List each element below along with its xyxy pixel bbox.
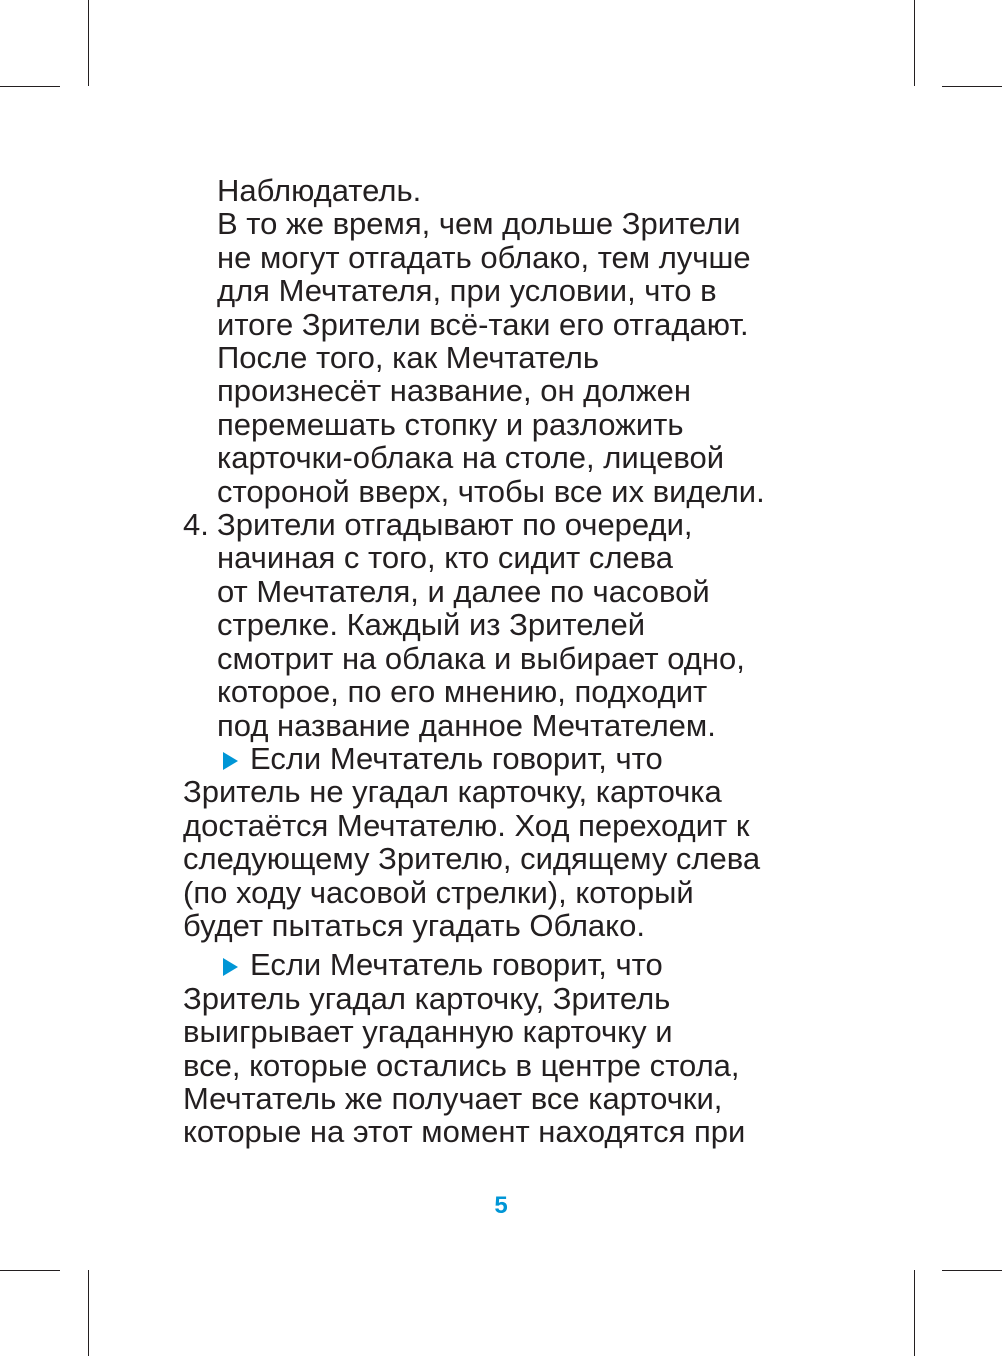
text-line: от Мечтателя, и далее по часовой bbox=[217, 573, 710, 609]
bullet-1-first-line bbox=[183, 742, 983, 775]
text-line: начиная с того, кто сидит слева bbox=[217, 540, 674, 576]
step-number: 4. bbox=[183, 507, 209, 543]
crop-mark-bottom-right-h bbox=[942, 1270, 1002, 1271]
text-line: выигрывает угаданную карточку и bbox=[183, 1014, 673, 1050]
rules-text bbox=[183, 174, 983, 1149]
text-line: стороной вверх, чтобы все их видели. bbox=[217, 473, 765, 509]
text-line: для Мечтателя, при условии, что в bbox=[217, 273, 717, 309]
text-line: Если Мечтатель говорит, что bbox=[250, 740, 663, 776]
text-line: не могут отгадать облако, тем лучше bbox=[217, 239, 751, 275]
text-line: (по ходу часовой стрелки), который bbox=[183, 874, 694, 910]
text-line: После того, как Мечтатель bbox=[217, 340, 600, 376]
text-line: Если Мечтатель говорит, что bbox=[250, 947, 663, 983]
text-line: под название данное Мечтателем. bbox=[217, 707, 716, 743]
text-line: итоге Зрители всё-таки его отгадают. bbox=[217, 306, 749, 342]
crop-mark-bottom-left-h bbox=[0, 1270, 60, 1271]
text-line: будет пытаться угадать Облако. bbox=[183, 907, 645, 943]
crop-mark-top-left-h bbox=[0, 86, 60, 87]
text-line: Зрители отгадывают по очереди, bbox=[217, 507, 693, 543]
bullet-2-first-line bbox=[183, 948, 983, 981]
text-line: которые на этот момент находятся при bbox=[183, 1114, 746, 1150]
crop-mark-bottom-right bbox=[914, 1270, 915, 1356]
text-line: Наблюдатель. bbox=[217, 173, 422, 208]
text-line: Зритель не угадал карточку, карточка bbox=[183, 774, 722, 810]
text-line: достаётся Мечтателю. Ход переходит к bbox=[183, 807, 750, 843]
text-line: все, которые остались в центре стола, bbox=[183, 1047, 740, 1083]
text-line: смотрит на облака и выбирает одно, bbox=[217, 640, 745, 676]
text-line: следующему Зрителю, сидящему слева bbox=[183, 841, 761, 877]
bullet-arrow-icon bbox=[223, 752, 238, 770]
text-line: карточки-облака на столе, лицевой bbox=[217, 440, 725, 476]
step-4-first-line bbox=[183, 508, 983, 541]
text-line: В то же время, чем дольше Зрители bbox=[217, 206, 741, 242]
text-line: перемешать стопку и разложить bbox=[217, 406, 684, 442]
text-line: Мечтатель же получает все карточки, bbox=[183, 1080, 723, 1116]
bullet-arrow-icon bbox=[223, 958, 238, 976]
crop-mark-top-right bbox=[914, 0, 915, 86]
crop-mark-bottom-left bbox=[88, 1270, 89, 1356]
crop-mark-top-right-h bbox=[942, 86, 1002, 87]
text-line: произнесёт название, он должен bbox=[217, 373, 692, 409]
crop-mark-top-left bbox=[88, 0, 89, 86]
text-line: стрелке. Каждый из Зрителей bbox=[217, 607, 646, 643]
text-line: которое, по его мнению, подходит bbox=[217, 674, 708, 710]
page-number: 5 bbox=[494, 1192, 508, 1219]
text-line: Зритель угадал карточку, Зритель bbox=[183, 980, 671, 1016]
